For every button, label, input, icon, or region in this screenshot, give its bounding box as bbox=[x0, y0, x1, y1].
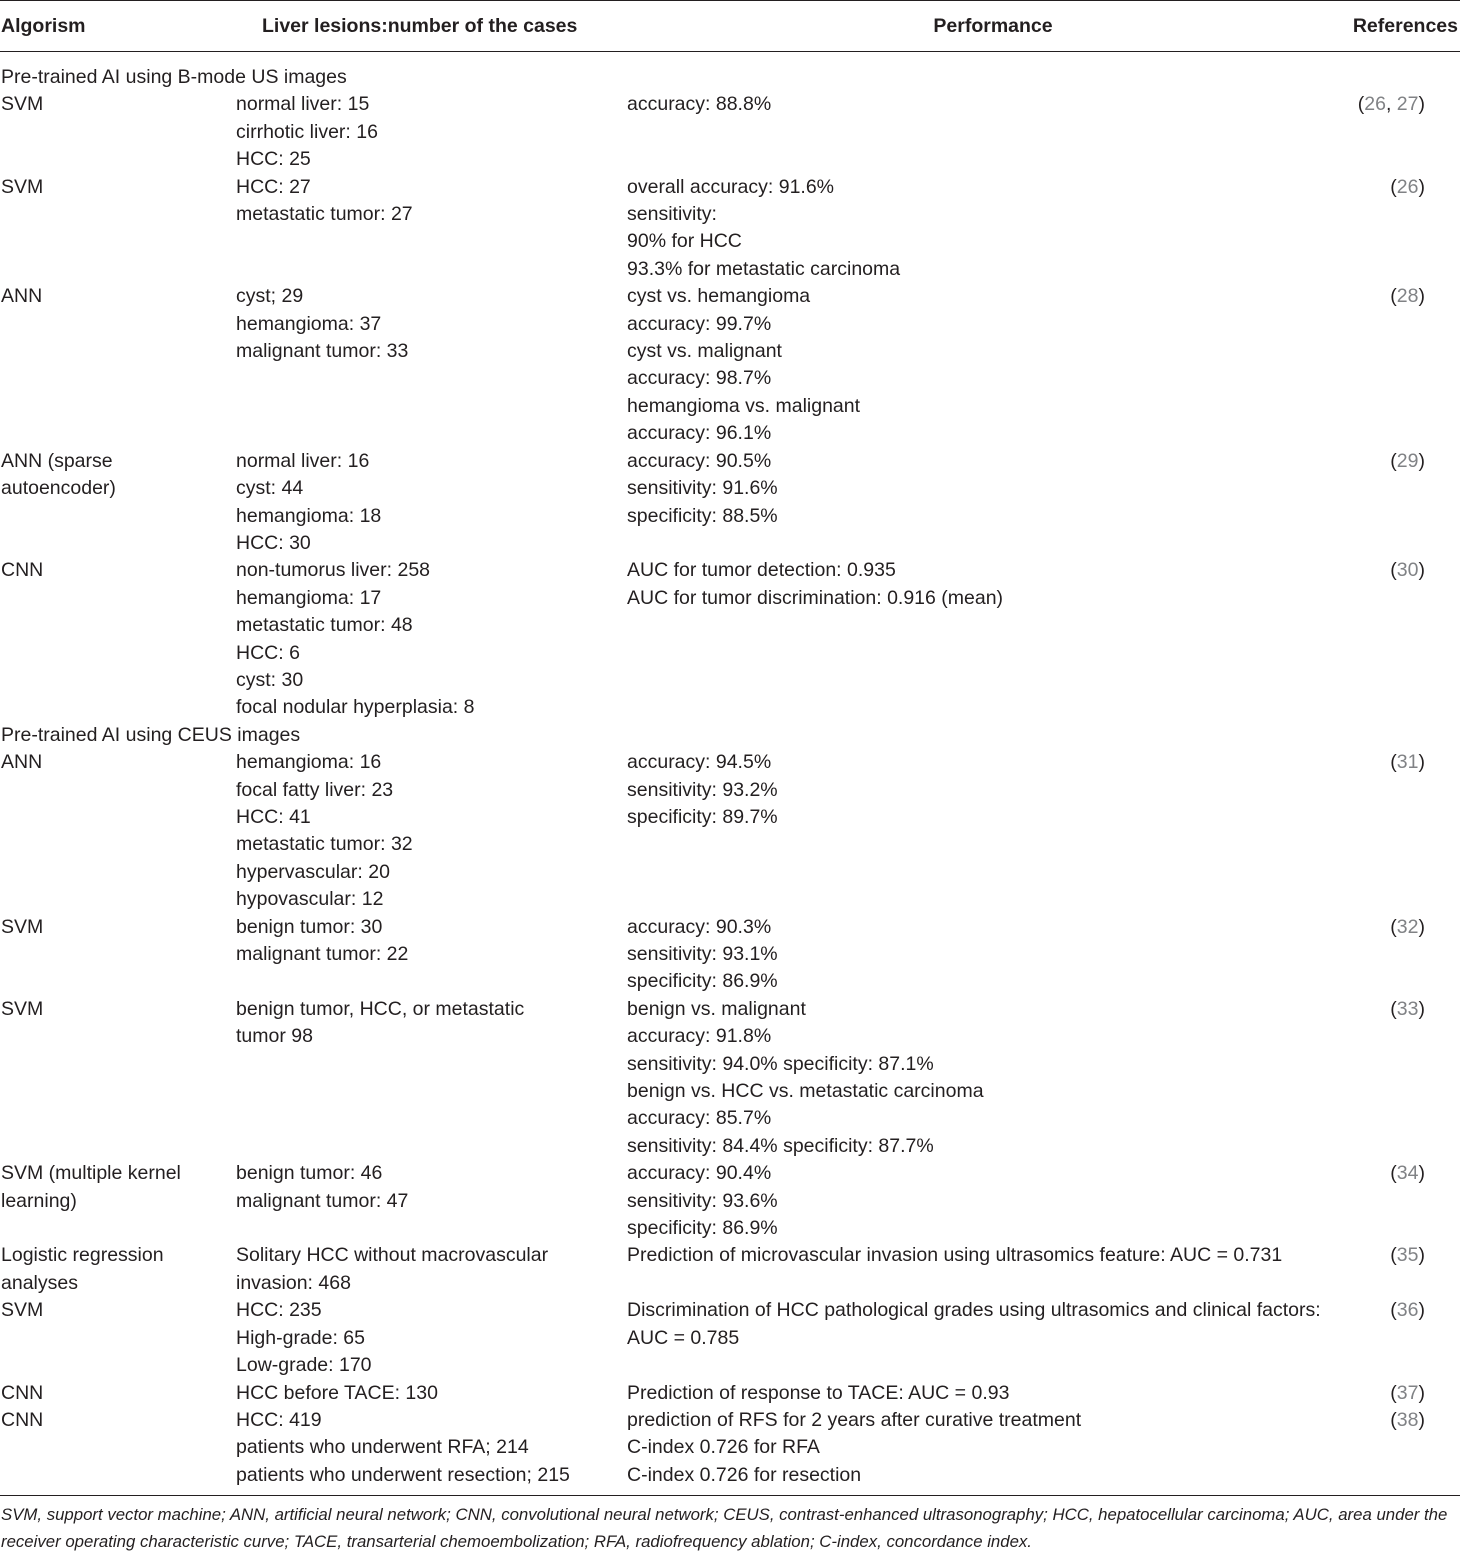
performance-cell bbox=[627, 448, 1339, 558]
performance-line: specificity: 88.5% bbox=[627, 504, 778, 527]
ref-close-paren: ) bbox=[1418, 997, 1425, 1020]
lesion-line: hemangioma: 17 bbox=[236, 586, 382, 609]
performance-line: specificity: 86.9% bbox=[627, 1217, 778, 1240]
ref-open-paren: ( bbox=[1390, 175, 1397, 198]
performance-line: C-index 0.726 for RFA bbox=[627, 1436, 820, 1459]
references-cell bbox=[1339, 448, 1460, 558]
lesion-line: HCC: 419 bbox=[236, 1408, 322, 1431]
table-row bbox=[0, 174, 1460, 284]
lesion-line: normal liver: 15 bbox=[236, 93, 370, 116]
ref-close-paren: ) bbox=[1418, 1162, 1425, 1185]
algorithm-cell bbox=[0, 996, 236, 1160]
performance-line: accuracy: 90.3% bbox=[627, 915, 772, 938]
performance-line: specificity: 89.7% bbox=[627, 805, 778, 828]
ref-close-paren: ) bbox=[1418, 1244, 1425, 1267]
ref-close-paren: ) bbox=[1418, 1299, 1425, 1322]
lesion-line: invasion: 468 bbox=[236, 1271, 351, 1294]
ref-close-paren: ) bbox=[1418, 915, 1425, 938]
algorithm-line: SVM bbox=[1, 175, 44, 198]
lesions-cell bbox=[236, 1407, 627, 1496]
algorithm-cell bbox=[0, 1380, 236, 1407]
references-cell bbox=[1339, 1242, 1460, 1297]
lesion-line: patients who underwent RFA; 214 bbox=[236, 1436, 529, 1459]
algorithm-line: SVM (multiple kernel bbox=[1, 1162, 181, 1185]
references-cell bbox=[1339, 1407, 1460, 1496]
performance-line: specificity: 86.9% bbox=[627, 970, 778, 993]
performance-line: Discrimination of HCC pathological grades using ultrasomics and clinical factors: bbox=[627, 1299, 1321, 1322]
lesions-cell bbox=[236, 448, 627, 558]
performance-line: accuracy: 90.5% bbox=[627, 449, 772, 472]
lesions-cell bbox=[236, 174, 627, 284]
performance-line: prediction of RFS for 2 years after curative treatment bbox=[627, 1408, 1082, 1431]
ref-close-paren: ) bbox=[1418, 175, 1425, 198]
ref-open-paren: ( bbox=[1390, 559, 1397, 582]
section-row bbox=[0, 722, 1460, 749]
reference-link[interactable]: 27 bbox=[1396, 93, 1419, 116]
performance-cell bbox=[627, 996, 1339, 1160]
reference-link[interactable]: 30 bbox=[1396, 559, 1419, 582]
performance-cell bbox=[627, 91, 1339, 173]
table-row bbox=[0, 448, 1460, 558]
performance-line: sensitivity: 94.0% specificity: 87.1% bbox=[627, 1052, 934, 1075]
performance-line: cyst vs. hemangioma bbox=[627, 285, 811, 308]
lesion-line: benign tumor: 46 bbox=[236, 1162, 383, 1185]
ref-close-paren: ) bbox=[1418, 559, 1425, 582]
ref-open-paren: ( bbox=[1390, 751, 1397, 774]
performance-line: benign vs. malignant bbox=[627, 997, 806, 1020]
lesion-line: patients who underwent resection; 215 bbox=[236, 1463, 570, 1486]
lesion-line: cyst: 30 bbox=[236, 668, 304, 691]
performance-line: sensitivity: bbox=[627, 203, 717, 226]
reference-link[interactable]: 37 bbox=[1396, 1381, 1419, 1404]
performance-line: accuracy: 96.1% bbox=[627, 422, 772, 445]
performance-line: sensitivity: 93.1% bbox=[627, 943, 778, 965]
algorithm-line: SVM bbox=[1, 1299, 44, 1322]
lesions-cell bbox=[236, 996, 627, 1160]
lesion-line: HCC: 41 bbox=[236, 805, 311, 828]
reference-link[interactable]: 35 bbox=[1396, 1244, 1419, 1267]
algorithm-cell bbox=[0, 557, 236, 721]
algorithm-cell bbox=[0, 749, 236, 913]
lesion-line: hemangioma: 16 bbox=[236, 751, 382, 774]
lesion-line: Solitary HCC without macrovascular bbox=[236, 1244, 549, 1267]
references-cell bbox=[1339, 996, 1460, 1160]
reference-link[interactable]: 26 bbox=[1396, 175, 1419, 198]
performance-cell bbox=[627, 557, 1339, 721]
algorithm-cell bbox=[0, 91, 236, 173]
algorithm-line: ANN bbox=[1, 285, 43, 308]
performance-line: Prediction of response to TACE: AUC = 0.93 bbox=[627, 1381, 1010, 1404]
lesion-line: focal fatty liver: 23 bbox=[236, 778, 394, 801]
lesion-line: metastatic tumor: 32 bbox=[236, 833, 413, 856]
performance-line: cyst vs. malignant bbox=[627, 340, 782, 363]
lesion-line: cyst; 29 bbox=[236, 285, 304, 308]
header-performance: Performance bbox=[627, 1, 1339, 52]
lesions-cell bbox=[236, 749, 627, 913]
performance-line: C-index 0.726 for resection bbox=[627, 1463, 862, 1486]
algorithm-cell bbox=[0, 283, 236, 447]
ref-open-paren: ( bbox=[1390, 1299, 1397, 1322]
ref-open-paren: ( bbox=[1390, 1162, 1397, 1185]
performance-line: 90% for HCC bbox=[627, 230, 742, 253]
table-row bbox=[0, 1160, 1460, 1242]
lesion-line: metastatic tumor: 48 bbox=[236, 614, 413, 637]
performance-cell bbox=[627, 1242, 1339, 1297]
lesion-line: malignant tumor: 33 bbox=[236, 340, 409, 363]
performance-cell bbox=[627, 1297, 1339, 1379]
ref-open-paren: ( bbox=[1390, 285, 1397, 308]
performance-line: hemangioma vs. malignant bbox=[627, 394, 861, 417]
ref-close-paren: ) bbox=[1418, 285, 1425, 308]
lesions-cell bbox=[236, 283, 627, 447]
lesion-line: tumor 98 bbox=[236, 1025, 313, 1048]
table-row bbox=[0, 749, 1460, 913]
table-body bbox=[0, 52, 1460, 1496]
performance-cell bbox=[627, 914, 1339, 996]
lesions-cell bbox=[236, 1242, 627, 1297]
performance-line: sensitivity: 84.4% specificity: 87.7% bbox=[627, 1134, 934, 1157]
lesion-line: hypovascular: 12 bbox=[236, 888, 384, 911]
reference-link[interactable]: 34 bbox=[1396, 1162, 1419, 1185]
lesion-line: hypervascular: 20 bbox=[236, 860, 390, 883]
performance-line: AUC for tumor detection: 0.935 bbox=[627, 559, 896, 582]
algorithm-line: autoencoder) bbox=[1, 477, 116, 500]
performance-line: accuracy: 85.7% bbox=[627, 1107, 772, 1130]
table-row bbox=[0, 996, 1460, 1160]
algorithm-line: ANN (sparse bbox=[1, 449, 113, 472]
performance-line: AUC for tumor discrimination: 0.916 (mean) bbox=[627, 586, 1004, 609]
lesion-line: hemangioma: 18 bbox=[236, 504, 382, 527]
performance-line: sensitivity: 93.6% bbox=[627, 1189, 778, 1212]
performance-cell bbox=[627, 283, 1339, 447]
section-row bbox=[0, 52, 1460, 92]
performance-cell bbox=[627, 1407, 1339, 1496]
table-row bbox=[0, 283, 1460, 447]
algorithm-line: ANN bbox=[1, 751, 43, 774]
ref-close-paren: ) bbox=[1418, 751, 1425, 774]
lesions-cell bbox=[236, 914, 627, 996]
lesion-line: malignant tumor: 22 bbox=[236, 943, 409, 965]
references-cell bbox=[1339, 557, 1460, 721]
reference-link[interactable]: 31 bbox=[1396, 751, 1419, 774]
table-row bbox=[0, 1407, 1460, 1496]
ref-close-paren: ) bbox=[1418, 1408, 1425, 1431]
algorithm-line: learning) bbox=[1, 1189, 77, 1212]
algorithm-line: SVM bbox=[1, 997, 44, 1020]
table-row bbox=[0, 1380, 1460, 1407]
lesion-line: cirrhotic liver: 16 bbox=[236, 120, 378, 143]
algorithm-line: CNN bbox=[1, 559, 44, 582]
lesion-line: HCC before TACE: 130 bbox=[236, 1381, 438, 1404]
table-row bbox=[0, 914, 1460, 996]
references-cell bbox=[1339, 283, 1460, 447]
lesion-line: HCC: 235 bbox=[236, 1299, 322, 1322]
performance-line: accuracy: 98.7% bbox=[627, 367, 772, 390]
lesion-line: HCC: 30 bbox=[236, 531, 311, 554]
lesion-line: focal nodular hyperplasia: 8 bbox=[236, 696, 475, 719]
section-title: Pre-trained AI using B-mode US images bbox=[1, 66, 347, 88]
algorithm-cell bbox=[0, 914, 236, 996]
reference-link[interactable]: 33 bbox=[1396, 997, 1419, 1020]
table-header bbox=[0, 1, 1460, 52]
algorithm-cell bbox=[0, 1242, 236, 1297]
lesion-line: benign tumor: 30 bbox=[236, 915, 383, 938]
ref-open-paren: ( bbox=[1390, 1381, 1397, 1404]
algorithm-cell bbox=[0, 174, 236, 284]
reference-link[interactable]: 26 bbox=[1364, 93, 1386, 116]
performance-line: accuracy: 99.7% bbox=[627, 312, 772, 335]
reference-link[interactable]: 38 bbox=[1396, 1408, 1419, 1431]
lesion-line: metastatic tumor: 27 bbox=[236, 203, 413, 226]
section-title: Pre-trained AI using CEUS images bbox=[1, 723, 301, 746]
ref-open-paren: ( bbox=[1390, 449, 1397, 472]
reference-link[interactable]: 29 bbox=[1396, 449, 1419, 472]
performance-cell bbox=[627, 1380, 1339, 1407]
algorithm-cell bbox=[0, 448, 236, 558]
lesion-line: HCC: 6 bbox=[236, 641, 300, 664]
performance-cell bbox=[627, 1160, 1339, 1242]
algorithm-line: Logistic regression bbox=[1, 1244, 164, 1267]
lesion-line: High-grade: 65 bbox=[236, 1326, 365, 1349]
lesions-cell bbox=[236, 1297, 627, 1379]
performance-line: AUC = 0.785 bbox=[627, 1326, 740, 1349]
lesion-line: hemangioma: 37 bbox=[236, 312, 382, 335]
header-algorism: Algorism bbox=[0, 1, 236, 52]
references-cell bbox=[1339, 914, 1460, 996]
algorithm-line: SVM bbox=[1, 93, 44, 116]
algorithm-cell bbox=[0, 1297, 236, 1379]
algorithm-line: CNN bbox=[1, 1408, 44, 1431]
performance-line: 93.3% for metastatic carcinoma bbox=[627, 257, 901, 280]
ref-separator: , bbox=[1385, 93, 1397, 116]
ref-open-paren: ( bbox=[1390, 915, 1397, 938]
lesion-line: cyst: 44 bbox=[236, 477, 304, 500]
performance-line: benign vs. HCC vs. metastatic carcinoma bbox=[627, 1080, 984, 1103]
lesions-cell bbox=[236, 1380, 627, 1407]
table-row bbox=[0, 1242, 1460, 1297]
lesions-cell bbox=[236, 1160, 627, 1242]
algorithm-line: SVM bbox=[1, 915, 44, 938]
performance-line: sensitivity: 93.2% bbox=[627, 778, 778, 801]
lesions-cell bbox=[236, 557, 627, 721]
algorithm-line: analyses bbox=[1, 1271, 78, 1294]
reference-link[interactable]: 36 bbox=[1396, 1299, 1419, 1322]
lesion-line: HCC: 25 bbox=[236, 148, 311, 171]
header-liver-lesions: Liver lesions:number of the cases bbox=[236, 1, 627, 52]
references-cell bbox=[1339, 1297, 1460, 1379]
ref-open-paren: ( bbox=[1390, 997, 1397, 1020]
performance-line: accuracy: 91.8% bbox=[627, 1025, 772, 1048]
lesion-line: Low-grade: 170 bbox=[236, 1354, 372, 1377]
performance-line: accuracy: 94.5% bbox=[627, 751, 772, 774]
ref-close-paren: ) bbox=[1418, 1381, 1425, 1404]
algorithm-cell bbox=[0, 1160, 236, 1242]
algorithm-cell bbox=[0, 1407, 236, 1496]
header-references: References bbox=[1339, 1, 1460, 52]
table-row bbox=[0, 557, 1460, 721]
performance-cell bbox=[627, 174, 1339, 284]
ref-close-paren: ) bbox=[1418, 93, 1425, 116]
references-cell bbox=[1339, 91, 1460, 173]
algorithm-line: CNN bbox=[1, 1381, 44, 1404]
reference-link[interactable]: 28 bbox=[1396, 285, 1419, 308]
lesion-line: non-tumorus liver: 258 bbox=[236, 559, 431, 582]
references-cell bbox=[1339, 1160, 1460, 1242]
lesion-line: normal liver: 16 bbox=[236, 449, 370, 472]
performance-line: sensitivity: 91.6% bbox=[627, 477, 778, 500]
ref-close-paren: ) bbox=[1418, 449, 1425, 472]
performance-line: accuracy: 90.4% bbox=[627, 1162, 772, 1185]
performance-line: Prediction of microvascular invasion using ultrasomics feature: AUC = 0.731 bbox=[627, 1244, 1283, 1267]
table-row bbox=[0, 91, 1460, 173]
lesion-line: malignant tumor: 47 bbox=[236, 1189, 409, 1212]
lesion-line: HCC: 27 bbox=[236, 175, 311, 198]
references-cell bbox=[1339, 1380, 1460, 1407]
table-footnote: SVM, support vector machine; ANN, artificial neural network; CNN, convolutional neural network; CEUS, contrast-enhanced ultrasonography; HCC, hepatocellular carcinoma; AUC, area under the receiver operating characteristic curve; TACE, transarterial chemoembolization; RFA, radiofrequency ablation; C-index, concordance index. bbox=[1, 1505, 1448, 1552]
ref-open-paren: ( bbox=[1390, 1244, 1397, 1267]
ref-open-paren: ( bbox=[1357, 93, 1365, 116]
performance-line: accuracy: 88.8% bbox=[627, 93, 772, 116]
ref-open-paren: ( bbox=[1390, 1408, 1397, 1431]
references-cell bbox=[1339, 174, 1460, 284]
references-cell bbox=[1339, 749, 1460, 913]
reference-link[interactable]: 32 bbox=[1396, 915, 1419, 938]
performance-cell bbox=[627, 749, 1339, 913]
table-row bbox=[0, 1297, 1460, 1379]
lesions-cell bbox=[236, 91, 627, 173]
lesion-line: benign tumor, HCC, or metastatic bbox=[236, 997, 525, 1020]
performance-line: overall accuracy: 91.6% bbox=[627, 175, 835, 198]
